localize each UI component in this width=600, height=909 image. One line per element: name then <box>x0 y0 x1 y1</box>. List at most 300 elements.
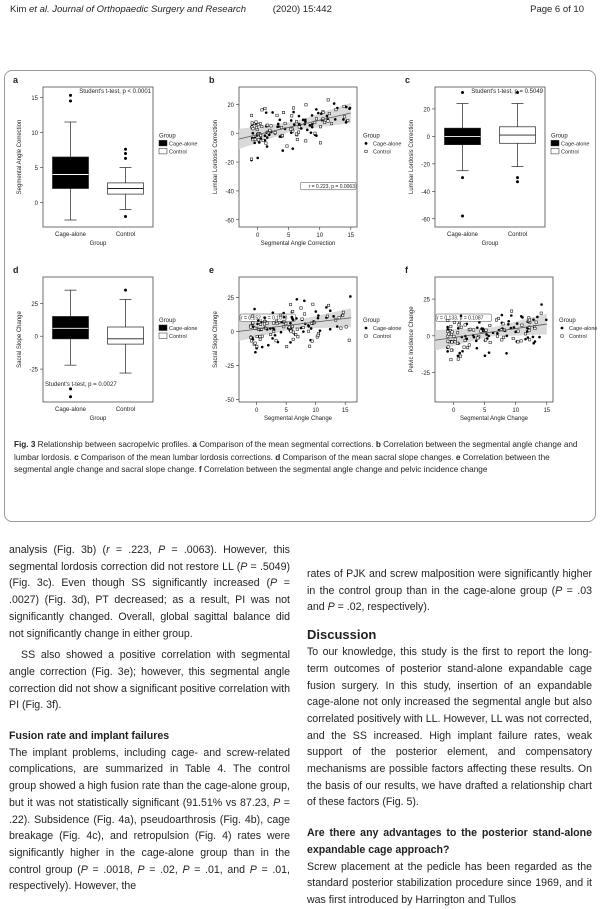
point-cage-alone <box>329 328 332 331</box>
caption-segment: Comparison of the mean segmental corrections. <box>196 440 376 449</box>
outlier-point <box>69 94 72 97</box>
point-control <box>292 338 294 340</box>
legend-key <box>551 140 559 146</box>
point-cage-alone <box>349 295 352 298</box>
point-cage-alone <box>326 115 329 118</box>
point-control <box>484 339 486 341</box>
point-control <box>464 324 466 326</box>
running-header <box>10 4 332 15</box>
point-cage-alone <box>307 324 310 327</box>
point-cage-alone <box>521 316 524 319</box>
legend-key <box>561 335 563 337</box>
point-cage-alone <box>332 315 335 318</box>
panel-letter: b <box>209 75 215 85</box>
outlier-point <box>516 180 519 183</box>
chart-e <box>201 261 402 436</box>
paragraph: SS also showed a positive correlation with segmental angle correction (Fig. 3e); however, this segmental angle correction did not show a significant positive correlation with PI (Fig. 3f). <box>9 649 290 712</box>
legend-label: Control <box>373 149 391 156</box>
point-control <box>286 145 288 147</box>
legend-key <box>159 333 167 339</box>
caption-segment: Correlation between the segmental angle change and sacral slope change. <box>14 452 550 474</box>
outlier-point <box>124 152 127 155</box>
x-axis-label: Group <box>481 241 499 247</box>
subsection-heading: Are there any advantages to the posterior stand-alone expandable cage approach? <box>307 827 592 856</box>
point-cage-alone <box>266 136 269 139</box>
point-control <box>303 313 305 315</box>
point-control <box>540 312 542 314</box>
figure-caption <box>14 439 586 477</box>
panel-b <box>201 71 402 261</box>
x-axis-label: Group <box>89 416 107 422</box>
point-control <box>512 337 514 339</box>
x-tick-label: 5 <box>287 233 291 239</box>
point-control <box>480 330 482 332</box>
point-control <box>295 121 297 123</box>
point-control <box>252 322 254 324</box>
point-control <box>521 324 523 326</box>
header-journal: et al. Journal of Orthopaedic Surgery and Research <box>29 4 247 15</box>
x-tick-label: Control <box>115 232 136 238</box>
point-cage-alone <box>488 351 491 354</box>
point-cage-alone <box>532 336 535 339</box>
point-cage-alone <box>252 132 255 135</box>
y-axis-label: Lumbar Lordosis Correction <box>409 119 415 195</box>
caption-panel-letter: f <box>198 465 202 474</box>
point-control <box>342 314 344 316</box>
point-cage-alone <box>253 308 256 311</box>
point-control <box>272 322 274 324</box>
point-control <box>289 303 291 305</box>
x-tick-label: 15 <box>347 233 355 239</box>
legend-label: Control <box>169 149 187 156</box>
page-number: Page 6 of 10 <box>530 4 584 15</box>
point-cage-alone <box>303 299 306 302</box>
point-cage-alone <box>315 108 318 111</box>
point-control <box>265 142 267 144</box>
point-cage-alone <box>280 331 283 334</box>
outlier-point <box>124 289 127 292</box>
point-cage-alone <box>317 314 320 317</box>
y-axis-label: Pelvic Incidence Change <box>409 306 415 373</box>
point-control <box>520 340 522 342</box>
point-control <box>259 134 261 136</box>
x-tick-label: 0 <box>451 408 456 414</box>
point-control <box>261 125 263 127</box>
point-cage-alone <box>496 332 499 335</box>
body-column-right <box>307 566 592 909</box>
point-cage-alone <box>507 323 510 326</box>
legend-key <box>365 142 368 145</box>
y-tick-label: -25 <box>225 363 234 370</box>
legend-title: Group <box>559 318 576 324</box>
point-control <box>262 139 264 141</box>
point-control <box>340 327 342 329</box>
point-cage-alone <box>309 124 312 127</box>
point-control <box>348 339 350 341</box>
point-control <box>261 109 263 111</box>
legend-key <box>159 148 167 154</box>
paragraph: The implant problems, including cage- and screw-related complications, are summarized in Table 4. The control group showed a high fusion rate than the cage-alone group, but it was not statistically significant (91.51% vs 87.23, P = .22). Subsidence (Fig. 4a), pseudoarthrosis (Fig. 4b), cage breakage (Fig. 4c), and retropulsion (Fig. 4) rates were significantly higher in the cage-alone group than in the control group (P = .0018, P = .02, P = .01, and P = .01, respectively). However, the <box>9 746 291 893</box>
panel-c <box>397 71 593 261</box>
caption-text <box>14 440 577 474</box>
point-cage-alone <box>291 316 294 319</box>
legend-key <box>551 148 559 154</box>
x-tick-label: 5 <box>284 408 288 414</box>
point-cage-alone <box>311 126 314 129</box>
panel-letter: a <box>13 75 19 85</box>
point-control <box>342 311 344 313</box>
point-cage-alone <box>536 316 539 319</box>
point-cage-alone <box>289 341 292 344</box>
point-control <box>305 104 307 106</box>
point-cage-alone <box>446 326 449 329</box>
point-control <box>323 121 325 123</box>
point-cage-alone <box>317 317 320 320</box>
point-control <box>477 337 479 339</box>
y-tick-label: 0 <box>230 131 234 138</box>
y-tick-label: -25 <box>421 371 430 378</box>
point-cage-alone <box>516 322 519 325</box>
point-cage-alone <box>458 352 461 355</box>
point-control <box>448 333 450 335</box>
point-cage-alone <box>480 327 483 330</box>
caption-panel-letter: a <box>192 440 197 449</box>
point-control <box>276 322 278 324</box>
point-cage-alone <box>317 112 320 115</box>
point-control <box>535 321 537 323</box>
outlier-point <box>516 176 519 179</box>
y-tick-label: -40 <box>225 189 234 196</box>
legend-label: Control <box>169 334 187 340</box>
point-control <box>447 346 449 348</box>
point-control <box>300 307 302 309</box>
point-control <box>338 317 340 319</box>
legend-label: Cage-alone <box>169 326 198 332</box>
point-control <box>463 346 465 348</box>
point-control <box>290 115 292 117</box>
point-cage-alone <box>267 344 270 347</box>
x-axis-label: Segmental Angle Change <box>459 416 529 422</box>
y-tick-label: -25 <box>29 367 38 374</box>
paragraph: rates of PJK and screw malposition were significantly higher in the control group than in the cage-alone group (P = .03 and P = .02, respectively). <box>307 568 592 614</box>
point-control <box>466 346 468 348</box>
point-control <box>464 339 466 341</box>
point-control <box>322 111 324 113</box>
y-tick-label: 0 <box>426 334 430 341</box>
y-tick-label: 25 <box>31 301 38 308</box>
x-tick-label: Cage-alone <box>446 232 479 238</box>
x-axis-label: Segmental Angle Change <box>263 416 333 422</box>
point-control <box>501 339 503 341</box>
point-cage-alone <box>278 119 281 122</box>
point-cage-alone <box>476 347 479 350</box>
y-axis-label: Segmental Angle Correction <box>17 119 23 195</box>
point-control <box>252 128 254 130</box>
point-control <box>502 323 504 325</box>
chart-b <box>201 71 402 261</box>
caption-segment: Relationship between sacropelvic profiles. <box>35 440 193 449</box>
y-tick-label: -60 <box>421 217 430 224</box>
point-control <box>456 332 458 334</box>
point-control <box>343 105 345 107</box>
caption-panel-letter: b <box>375 440 381 449</box>
x-tick-label: Cage-alone <box>54 232 87 238</box>
chart-c <box>397 71 593 261</box>
point-control <box>510 310 512 312</box>
box-control <box>108 327 144 344</box>
point-cage-alone <box>296 298 299 301</box>
x-tick-label: 10 <box>316 233 324 239</box>
point-cage-alone <box>315 134 318 137</box>
point-control <box>301 318 303 320</box>
point-control <box>282 111 284 113</box>
point-cage-alone <box>256 323 259 326</box>
y-tick-label: 5 <box>34 166 38 172</box>
x-tick-label: 15 <box>543 408 551 414</box>
body-column-left <box>9 542 290 895</box>
y-tick-label: -20 <box>225 160 234 167</box>
point-control <box>517 341 519 343</box>
point-control <box>314 132 316 134</box>
point-cage-alone <box>311 123 314 126</box>
point-cage-alone <box>310 131 313 134</box>
section-heading: Discussion <box>307 627 377 643</box>
point-cage-alone <box>538 336 541 339</box>
point-control <box>308 345 310 347</box>
point-control <box>447 330 449 332</box>
point-control <box>469 328 471 330</box>
point-control <box>307 330 309 332</box>
point-control <box>315 118 317 120</box>
x-tick-label: Control <box>115 407 136 413</box>
paragraph: analysis (Fig. 3b) (r = .223, P = .0063). However, this segmental lordosis correction did not restore LL (P = .5049) (Fig. 3c). Even though SS significantly increased (P = .0027) (Fig. 3d), PT decreased; as a result, PI was not significantly changed. Overall, global sagittal balance did not significantly change in either group. <box>9 544 290 640</box>
legend-label: Control <box>373 334 391 340</box>
x-tick-label: Control <box>507 232 528 238</box>
header-author: Kim <box>10 4 27 15</box>
point-control <box>460 326 462 328</box>
point-control <box>457 358 459 360</box>
caption-panel-letter: d <box>275 452 281 462</box>
y-tick-label: 25 <box>227 295 234 302</box>
outlier-point <box>124 148 127 151</box>
point-cage-alone <box>457 355 460 358</box>
point-cage-alone <box>276 125 279 128</box>
point-control <box>250 340 252 342</box>
point-control <box>502 336 504 338</box>
point-cage-alone <box>334 118 337 121</box>
test-annotation: Student's t-test, p < 0.0001 <box>79 89 151 95</box>
point-control <box>291 310 293 312</box>
point-control <box>327 120 329 122</box>
point-control <box>284 122 286 124</box>
panel-letter: f <box>405 265 408 275</box>
panel-letter: d <box>13 265 19 275</box>
y-axis-label: Sacral Slope Change <box>213 311 219 368</box>
point-control <box>305 140 307 142</box>
point-control <box>250 326 252 328</box>
point-control <box>274 131 276 133</box>
x-tick-label: 0 <box>255 408 259 414</box>
point-cage-alone <box>475 340 478 343</box>
point-cage-alone <box>311 114 314 117</box>
chart-d <box>5 261 201 436</box>
point-control <box>495 319 497 321</box>
point-cage-alone <box>461 350 464 353</box>
point-cage-alone <box>266 145 269 148</box>
legend-key <box>365 335 367 337</box>
legend-key <box>365 150 367 152</box>
point-control <box>296 328 298 330</box>
point-control <box>447 340 449 342</box>
point-control <box>259 323 261 325</box>
point-control <box>302 326 304 328</box>
point-cage-alone <box>476 326 479 329</box>
legend-label: Cage-alone <box>561 141 590 148</box>
point-control <box>290 330 292 332</box>
point-cage-alone <box>304 120 307 123</box>
point-control <box>259 335 261 337</box>
point-control <box>295 133 297 135</box>
test-annotation: Student's t-test, p = 0.0027 <box>45 382 117 388</box>
correlation-annotation: r = 0.152, p = 0.1078 <box>241 315 288 322</box>
panel-d <box>5 261 201 436</box>
point-control <box>311 340 313 342</box>
point-control <box>459 355 461 357</box>
point-control <box>485 329 487 331</box>
box-cage-alone <box>53 157 89 189</box>
point-control <box>524 333 526 335</box>
point-control <box>496 335 498 337</box>
panel-e <box>201 261 402 436</box>
point-cage-alone <box>333 102 336 105</box>
y-tick-label: 20 <box>423 107 430 114</box>
point-control <box>345 326 347 328</box>
legend-key <box>159 325 167 331</box>
point-control <box>255 126 257 128</box>
point-cage-alone <box>274 334 277 337</box>
point-cage-alone <box>265 111 268 114</box>
point-cage-alone <box>487 335 490 338</box>
point-cage-alone <box>281 149 284 152</box>
panel-letter: e <box>209 265 215 275</box>
y-tick-label: 25 <box>423 297 430 304</box>
point-cage-alone <box>289 322 292 325</box>
legend-key <box>561 327 564 330</box>
point-control <box>319 142 321 144</box>
point-control <box>330 122 332 124</box>
point-control <box>292 107 294 109</box>
point-control <box>254 138 256 140</box>
point-cage-alone <box>253 142 256 145</box>
point-control <box>451 341 453 343</box>
point-control <box>250 336 252 338</box>
point-control <box>264 107 266 109</box>
point-cage-alone <box>310 327 313 330</box>
point-control <box>327 99 329 101</box>
point-cage-alone <box>501 314 504 317</box>
point-cage-alone <box>319 329 322 332</box>
point-cage-alone <box>507 320 510 323</box>
point-control <box>343 116 345 118</box>
regression-line <box>239 113 351 139</box>
point-cage-alone <box>540 303 543 306</box>
caption-segment: Comparison of the mean lumbar lordosis corrections. <box>78 452 276 462</box>
outlier-point <box>124 157 127 160</box>
y-tick-label: -20 <box>421 162 430 169</box>
point-control <box>489 341 491 343</box>
point-cage-alone <box>336 325 339 328</box>
x-tick-label: 5 <box>483 408 487 414</box>
point-control <box>281 134 283 136</box>
outlier-point <box>461 215 464 218</box>
legend-title: Group <box>363 133 380 140</box>
point-control <box>256 335 258 337</box>
y-tick-label: 0 <box>34 334 38 341</box>
point-cage-alone <box>292 111 295 114</box>
point-control <box>250 114 252 116</box>
point-control <box>250 158 252 160</box>
x-tick-label: 15 <box>341 408 349 414</box>
point-cage-alone <box>290 119 293 122</box>
chart-a <box>5 71 201 261</box>
point-cage-alone <box>514 331 517 334</box>
point-control <box>328 112 330 114</box>
x-axis-label: Segmental Angle Correction <box>260 241 336 247</box>
point-control <box>528 329 530 331</box>
point-control <box>257 139 259 141</box>
point-cage-alone <box>484 354 487 357</box>
correlation-annotation: r = 0.133, p = 0.1087 <box>437 315 484 322</box>
point-cage-alone <box>485 333 488 336</box>
y-tick-label: -60 <box>225 218 234 225</box>
legend-label: Cage-alone <box>569 326 598 332</box>
legend-title: Group <box>159 133 176 140</box>
y-tick-label: 20 <box>227 102 234 109</box>
caption-panel-letter: c <box>74 452 79 462</box>
point-control <box>266 124 268 126</box>
x-tick-label: 10 <box>512 408 520 414</box>
point-control <box>335 108 337 110</box>
point-control <box>317 334 319 336</box>
point-cage-alone <box>302 330 305 333</box>
y-tick-label: 0 <box>230 329 234 336</box>
caption-segment: Correlation between the segmental angle change and pelvic incidence change <box>201 465 488 474</box>
plot-frame <box>435 87 545 227</box>
outlier-point <box>124 215 127 218</box>
point-control <box>454 341 456 343</box>
point-cage-alone <box>342 118 345 121</box>
point-control <box>458 324 460 326</box>
plot-frame <box>239 277 357 402</box>
point-cage-alone <box>349 107 352 110</box>
point-cage-alone <box>272 311 275 314</box>
correlation-annotation: r = 0.223, p = 0.0063 <box>308 183 355 190</box>
point-cage-alone <box>532 342 535 345</box>
y-tick-label: 15 <box>31 96 38 102</box>
point-control <box>270 125 272 127</box>
point-control <box>312 303 314 305</box>
legend-label: Cage-alone <box>373 141 402 148</box>
outlier-point <box>69 100 72 103</box>
legend-title: Group <box>363 318 380 324</box>
legend-title: Group <box>159 318 176 324</box>
point-control <box>257 123 259 125</box>
point-cage-alone <box>256 157 259 160</box>
point-control <box>292 331 294 333</box>
point-control <box>319 126 321 128</box>
point-control <box>450 358 452 360</box>
outlier-point <box>461 176 464 179</box>
